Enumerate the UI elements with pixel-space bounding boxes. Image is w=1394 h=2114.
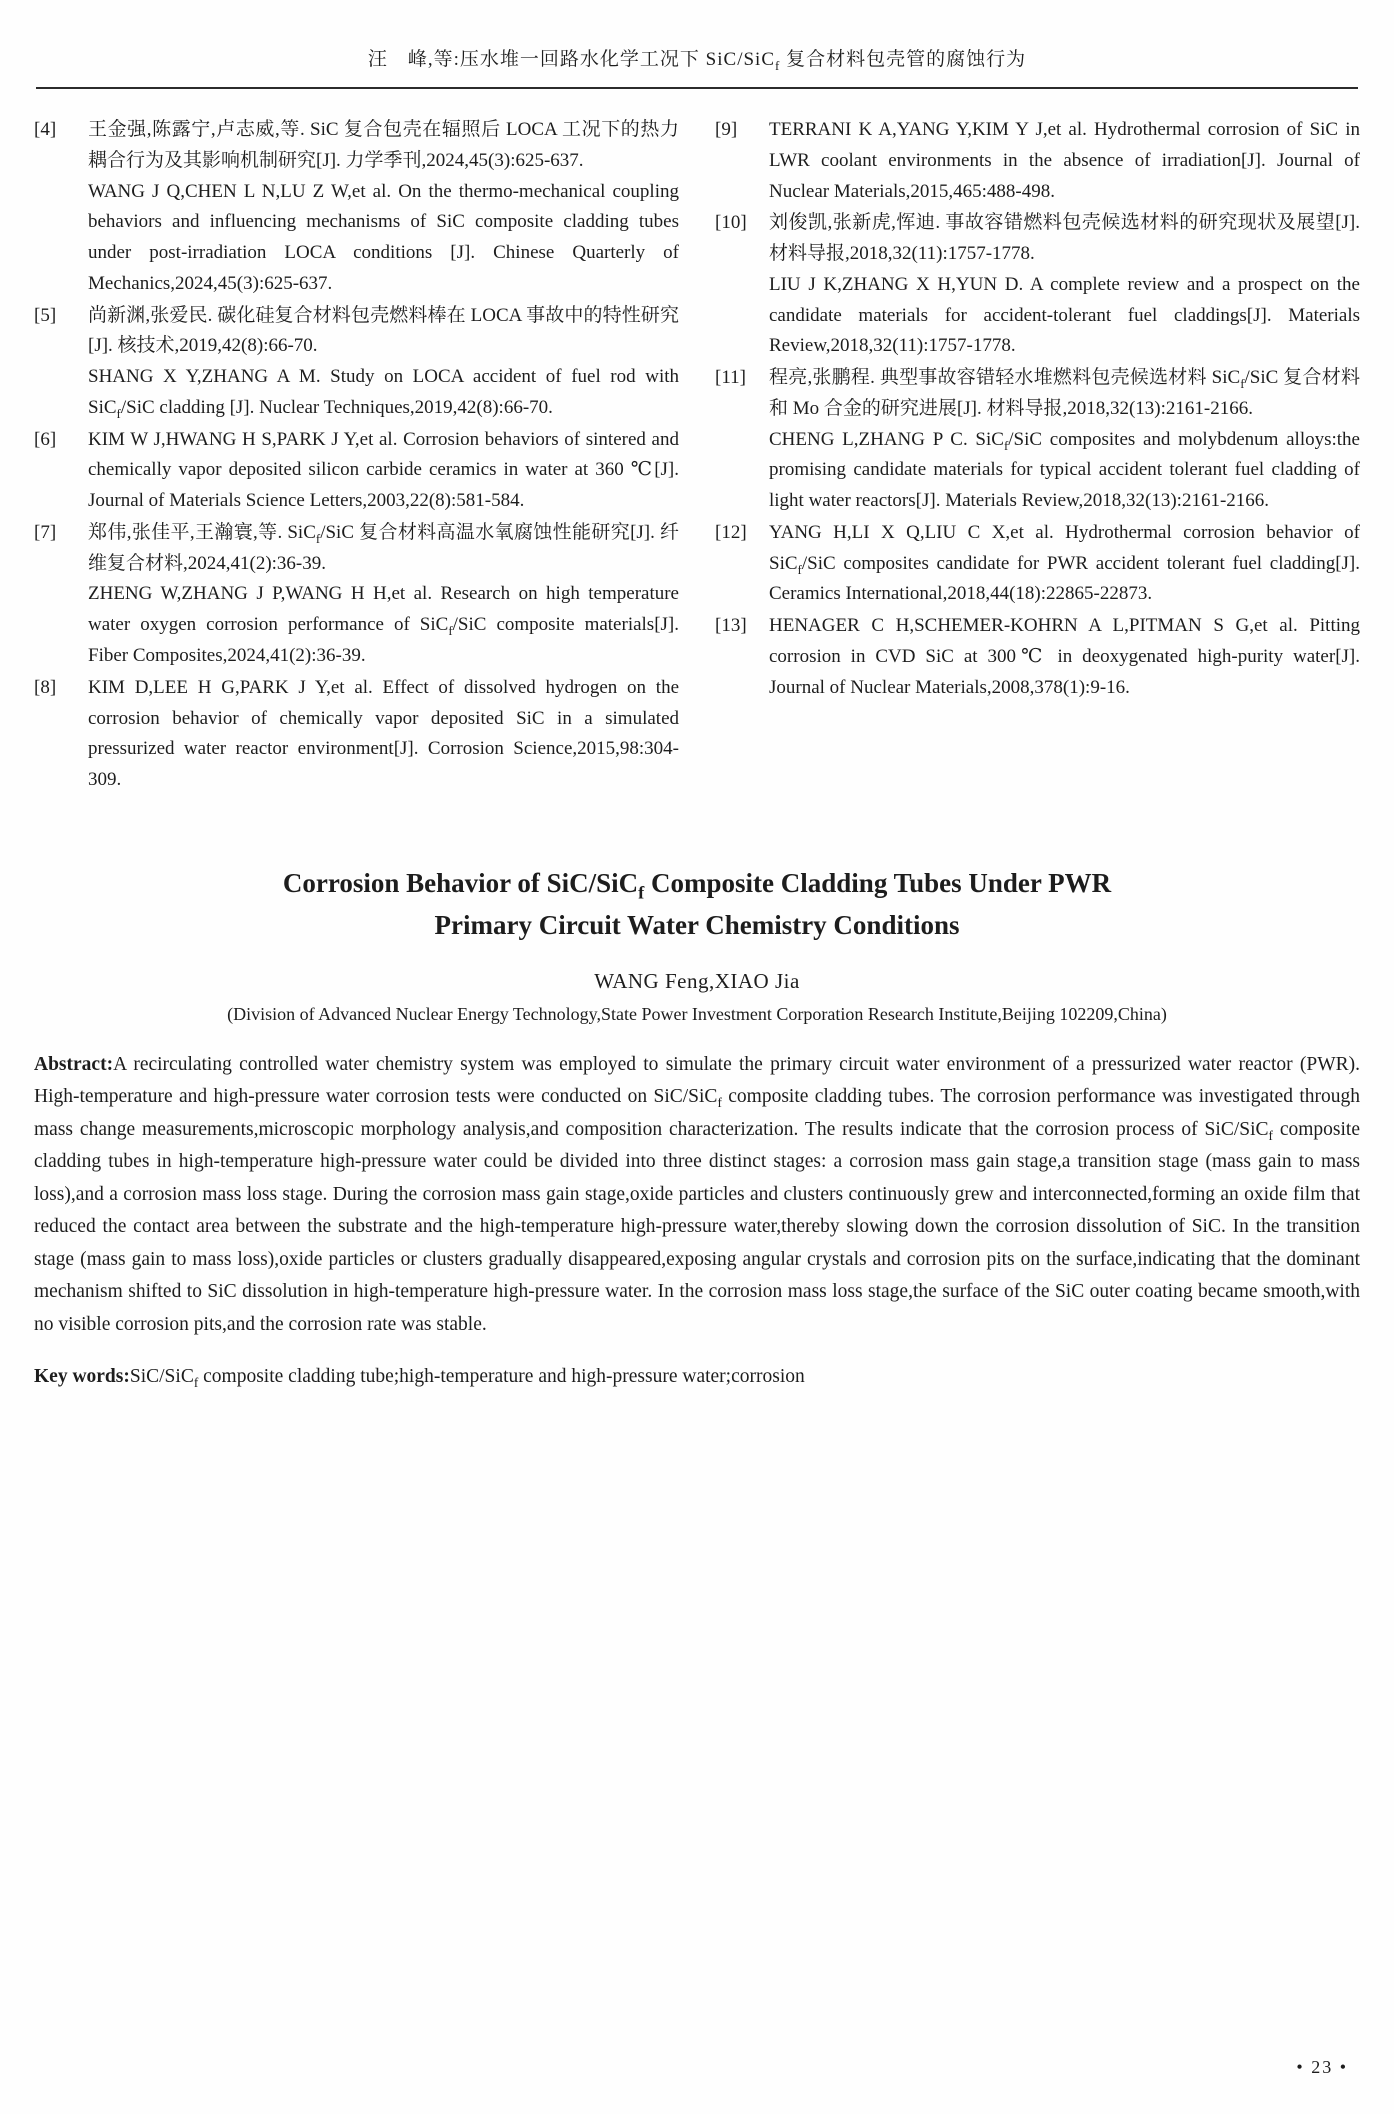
- english-article-block: [34, 863, 1360, 1392]
- reference-label: [7]: [34, 521, 57, 543]
- reference-body: [769, 208, 1360, 362]
- reference-item: [715, 518, 1360, 610]
- reference-label: [13]: [715, 615, 747, 637]
- reference-item: [715, 208, 1360, 362]
- reference-item: [34, 115, 679, 300]
- running-head: 汪 峰,等:压水堆一回路水化学工况下 SiC/SiC$_f$ 复合材料包壳管的腐蚀行为: [367, 49, 1027, 73]
- reference-text-en: LIU J K,ZHANG X H,YUN D. A complete review and a prospect on the candidate materials for accident-tolerant fuel claddings[J]. Materials Review,2018,32(11):1757-1778.: [769, 273, 1360, 357]
- reference-body: [769, 518, 1360, 610]
- reference-text-en: HENAGER C H,SCHEMER-KOHRN A L,PITMAN S G,et al. Pitting corrosion in CVD SiC at 300℃ in deoxygenated high-purity water[J]. Journal of Nuclear Materials,2008,378(1):9-16.: [769, 615, 1360, 698]
- references-left-column: [34, 115, 679, 797]
- article-affiliation: (Division of Advanced Nuclear Energy Technology,State Power Investment Corporation Research Institute,Beijing 102209,China): [227, 1003, 1167, 1024]
- reference-text-zh: 郑伟,张佳平,王瀚寰,等. SiC$_f$/SiC 复合材料高温水氧腐蚀性能研究[J]. 纤维复合材料,2024,41(2):36-39.: [88, 521, 679, 574]
- reference-body: [769, 363, 1360, 517]
- reference-item: [715, 611, 1360, 703]
- page-number: • 23 •: [1296, 2057, 1348, 2077]
- reference-item: [34, 425, 679, 517]
- reference-label: [8]: [34, 676, 57, 698]
- reference-body: [88, 673, 679, 796]
- reference-label: [10]: [715, 212, 747, 234]
- reference-body: [88, 301, 679, 424]
- reference-label: [4]: [34, 119, 57, 140]
- reference-body: [769, 611, 1360, 703]
- keywords-text: SiC/SiC$_f$ composite cladding tube;high-temperature and high-pressure water;corrosion: [129, 1366, 805, 1390]
- reference-label: [9]: [715, 119, 738, 140]
- references-right-column: [715, 115, 1360, 797]
- reference-item: [34, 518, 679, 672]
- reference-text-en: WANG J Q,CHEN L N,LU Z W,et al. On the thermo-mechanical coupling behaviors and influencing mechanisms of SiC composite cladding tubes under post-irradiation LOCA conditions [J]. Chinese Quarterly of Mechanics,2024,45(3):625-637.: [88, 180, 679, 294]
- abstract-text: A recirculating controlled water chemistry system was employed to simulate the primary circuit water environment of a pressurized water reactor (PWR). High-temperature and high-pressure water corrosion tests were conducted on SiC/SiC$_f$ composite cladding tubes. The corrosion performance was investigated through mass change measurements,microscopic morphology analysis,and composition characterization. The results indicate that the corrosion process of SiC/SiC$_f$ composite cladding tubes in high-temperature high-pressure water could be divided into three distinct stages: a corrosion mass gain stage,a transition stage (mass gain to mass loss),and a corrosion mass loss stage. During the corrosion mass gain stage,oxide particles and clusters continuously grew and interconnected,forming an oxide film that reduced the contact area between the substrate and the high-temperature high-pressure water,thereby slowing down the corrosion dissolution of SiC. In the transition stage (mass gain to mass loss),oxide particles or clusters gradually disappeared,exposing angular crystals and corrosion pits on the surface,indicating that the dominant mechanism shifted to SiC dissolution in high-temperature high-pressure water. In the corrosion mass loss stage,the surface of the SiC outer coating became smooth,with no visible corrosion pits,and the corrosion rate was stable.: [34, 1053, 1360, 1336]
- reference-text-en: TERRANI K A,YANG Y,KIM Y J,et al. Hydrothermal corrosion of SiC in LWR coolant environments in the absence of irradiation[J]. Journal of Nuclear Materials,2015,465:488-498.: [769, 119, 1360, 202]
- reference-text-en: SHANG X Y,ZHANG A M. Study on LOCA accident of fuel rod with SiC$_f$/SiC cladding [J]. Nuclear Techniques,2019,42(8):66-70.: [88, 366, 679, 421]
- article-authors: WANG Feng,XIAO Jia: [594, 968, 800, 993]
- reference-text-zh: 尚新渊,张爱民. 碳化硅复合材料包壳燃料棒在 LOCA 事故中的特性研究[J]. 核技术,2019,42(8):66-70.: [88, 304, 679, 357]
- reference-text-en: CHENG L,ZHANG P C. SiC$_f$/SiC composites and molybdenum alloys:the promising candidate materials for typical accident tolerant fuel cladding of light water reactors[J]. Materials Review,2018,32(13):2161-2166.: [769, 428, 1360, 512]
- reference-label: [6]: [34, 428, 57, 450]
- header-rule: [36, 87, 1358, 89]
- reference-item: [715, 115, 1360, 207]
- reference-item: [34, 301, 679, 424]
- reference-item: [34, 673, 679, 796]
- reference-text-zh: 刘俊凯,张新虎,恽迪. 事故容错燃料包壳候选材料的研究现状及展望[J]. 材料导报,2018,32(11):1757-1778.: [769, 212, 1360, 265]
- reference-text-zh: 王金强,陈露宁,卢志威,等. SiC 复合包壳在辐照后 LOCA 工况下的热力耦合行为及其影响机制研究[J]. 力学季刊,2024,45(3):625-637.: [88, 119, 679, 171]
- reference-label: [11]: [715, 367, 746, 389]
- reference-body: [88, 425, 679, 517]
- keywords-label: Key words:: [34, 1366, 130, 1388]
- reference-text-zh: 程亮,张鹏程. 典型事故容错轻水堆燃料包壳候选材料 SiC$_f$/SiC 复合材料和 Mo 合金的研究进展[J]. 材料导报,2018,32(13):2161-2166.: [769, 367, 1360, 419]
- reference-item: [715, 363, 1360, 517]
- reference-body: [88, 115, 679, 300]
- article-title: Corrosion Behavior of SiC/SiC$_f$ Composite Cladding Tubes Under PWR Primary Circuit Water Chemistry Conditions: [282, 867, 1112, 940]
- keywords-paragraph: [34, 1361, 1360, 1392]
- abstract-label: Abstract:: [34, 1053, 114, 1075]
- reference-label: [5]: [34, 304, 57, 326]
- reference-label: [12]: [715, 521, 747, 543]
- references-section: [34, 115, 1360, 797]
- reference-body: [88, 518, 679, 672]
- abstract-paragraph: [34, 1049, 1360, 1342]
- reference-text-en: KIM D,LEE H G,PARK J Y,et al. Effect of dissolved hydrogen on the corrosion behavior of chemically vapor deposited SiC in a simulated pressurized water reactor environment[J]. Corrosion Science,2015,98:304-309.: [88, 676, 679, 791]
- reference-text-en: YANG H,LI X Q,LIU C X,et al. Hydrothermal corrosion behavior of SiC$_f$/SiC composites candidate for PWR accident tolerant fuel cladding[J]. Ceramics International,2018,44(18):22865-22873.: [769, 521, 1360, 605]
- reference-text-en: KIM W J,HWANG H S,PARK J Y,et al. Corrosion behaviors of sintered and chemically vapor deposited silicon carbide ceramics in water at 360 ℃[J]. Journal of Materials Science Letters,2003,22(8):581-584.: [88, 428, 679, 512]
- reference-body: [769, 115, 1360, 207]
- reference-text-en: ZHENG W,ZHANG J P,WANG H H,et al. Research on high temperature water oxygen corrosion performance of SiC$_f$/SiC composite materials[J]. Fiber Composites,2024,41(2):36-39.: [88, 583, 680, 667]
